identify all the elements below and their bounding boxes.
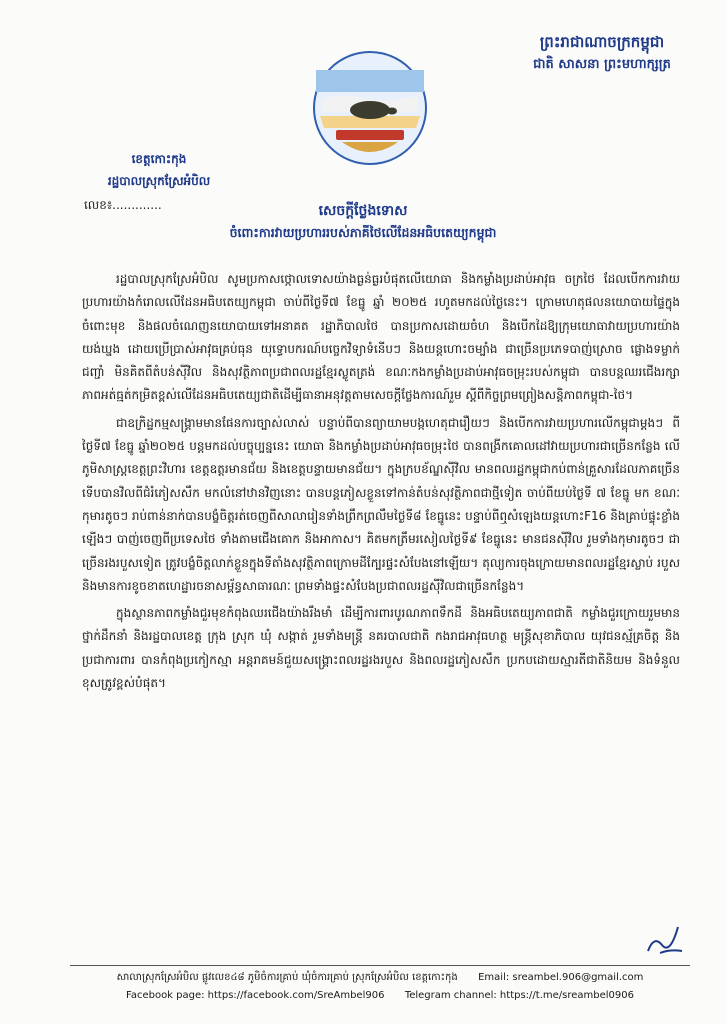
title-line-1: សេចក្តីថ្លែងទោស [318,203,408,219]
footer [70,965,690,1005]
national-header [502,30,702,76]
statement-body [82,268,680,699]
signature-mark [640,915,688,963]
turtle-icon [350,101,390,119]
paragraph: ក្នុងស្ថានភាពកម្លាំងជួរមុខកំពុងឈរជើងយ៉ាងរឹងមាំ ដើម្បីការពារបូរណភាពទឹកដី និងអធិបតេយ្យភាពជាតិ កម្លាំងជួរក្រោយរួមមានថ្នាក់ដឹកនាំ និងរដ្ឋបាលខេត្ត ក្រុង ស្រុក ឃុំ សង្កាត់ រួមទាំងមន្ត្រី នគរបាលជាតិ កងរាជអាវុធហត្ថ មន្ត្រីសុខាភិបាល យុវជនស្ម័គ្រចិត្ត និងប្រជាការពារ បានកំពុងប្រកៀកស្មា អន្តរាគមន៍ជួយសង្គ្រោះពលរដ្ឋរងរបួស និងពលរដ្ឋភៀសសឹក ប្រកបដោយស្មារតីជាតិនិយម និងទំនួលខុសត្រូវខ្ពស់បំផុត។ [82,606,680,691]
footer-telegram[interactable]: Telegram channel: https://t.me/sreambel0906 [404,990,634,1001]
sky-band [316,70,424,92]
district-admin-name: រដ្ឋបាលស្រុកស្រែអំបិល [107,174,211,188]
ribbon [336,130,404,140]
document-title [0,200,726,244]
national-motto: ជាតិ សាសនា ព្រះមហាក្សត្រ [533,57,671,72]
document-number: លេខ៖............. [84,198,162,212]
title-line-2: ចំពោះការវាយប្រហាររបស់ភាគីថៃលើដែនអធិបតេយ្យកម្ពុជា [229,225,497,240]
kingdom-title: ព្រះរាជាណាចក្រកម្ពុជា [539,33,665,51]
paragraph: ជាឧក្រិដ្ឋកម្មសង្គ្រាមមានផែនការច្បាស់លាស់ បន្ទាប់ពីបានព្យាយាមបង្កហេតុជារឿយៗ និងបើកការវាយប្រហារលើកម្ពុជាម្តងៗ ពីថ្ងៃទី៧ ខែធ្នូ ឆ្នាំ២០២៥ បន្តមកដល់បច្ចុប្បន្ននេះ យោធា និងកម្លាំងប្រដាប់អាវុធចម្រុះថៃ បានពង្រីកគោលដៅវាយប្រហារជាច្រើនកន្លែង លើភូមិសាស្រ្តខេត្តព្រះវិហារ ខេត្តឧត្តរមានជ័យ និងខេត្តបន្ទាយមានជ័យ។ ក្នុងក្របខ័ណ្ឌស៊ីវិល មានពលរដ្ឋកម្ពុជាកប់ពាន់គ្រួសារដែលភាគច្រើនទើបបានវិលពីជំរំភៀសសឹក មកលំនៅឋានវិញនោះ បានបន្តភៀសខ្លួនទៅកាន់តំបន់សុវត្ថិភាពជាថ្មីទៀត ចាប់ពីយប់ថ្ងៃទី ៧ ខែធ្នូ មក ខណៈកុមារតូចៗ រាប់ពាន់នាក់បានបង្ខំចិត្តរត់ចេញពីសាលារៀនទាំងព្រឹកព្រលឹមថ្ងៃទី៨ ខែធ្នូនេះ បន្ទាប់ពីឮសំឡេងយន្តហោះF16 និងគ្រាប់ផ្ទុះខ្លាំងឡើងៗ បាញ់ចេញពីប្រទេសថៃ ទាំងតាមជើងគោក និងអាកាស។ គិតមកត្រឹមរសៀលថ្ងៃទី៩ ខែធ្នូនេះ មានជនស៊ីវិល រួមទាំងកុមារតូចៗ ជាច្រើនរងរបួសទៀត ត្រូវបង្ខំចិត្តលាក់ខ្លួនក្នុងទីតាំងសុវត្ថិភាពក្រោមដីក្បែរផ្ទះសំបែងនៅឡើយ។ តុល្យការចុងក្រោយមានពលរដ្ឋខ្មែរស្លាប់ របួស និងមានការខូចខាតហេដ្ឋារចនាសម្ព័ន្ធសាធារណៈ ព្រមទាំងផ្ទះសំបែងប្រជាពលរដ្ឋស៊ីវិលជាច្រើនកន្លែង។ [82,415,680,593]
paragraph: រដ្ឋបាលស្រុកស្រែអំបិល សូមប្រកាសថ្កោលទោសយ៉ាងធ្ងន់ធ្ងរបំផុតលើយោធា និងកម្លាំងប្រដាប់អាវុធ ចក្រថៃ ដែលបើកការវាយប្រហារយ៉ាងកំរោលលើដែនអធិបតេយ្យកម្ពុជា ចាប់ពីថ្ងៃទី៧ ខែធ្នូ ឆ្នាំ ២០២៥ រហូតមកដល់ថ្ងៃនេះ។ ក្រោមហេតុផលនយោបាយផ្ទៃក្នុងចំពោះមុខ និងផលចំណេញនយោបាយទៅអនាគត រដ្ឋាភិបាលថៃ បានប្រកាសដោយចំហ និងបើកដៃឱ្យក្រុមយោធាវាយប្រហារយ៉ាងយង់ឃ្នង ដោយប្រើប្រាស់អាវុធគ្រប់ធុន យុទ្ធោបករណ៍បច្ចេកវិទ្យាទំនើបៗ និងយន្តហោះចម្បាំង ជាច្រើនប្រភេទបាញ់ស្រោច ផ្លោងទម្លាក់ ជញ្ជាំ មិនគិតពីតំបន់ស៊ីវិល និងសុវត្ថិភាពប្រជាពលរដ្ឋខ្មែរស្លូតត្រង់ ខណៈកងកម្លាំងប្រដាប់អាវុធចម្រុះរបស់កម្ពុជា បានបន្តឈរជើងរក្សាភាពអត់ធ្មត់កម្រិតខ្ពស់លើដែនអធិបតេយ្យជាតិដើម្បីធានាអនុវត្តតាមសេចក្តីថ្លែងការណ៍រួម ស្តីពីកិច្ចព្រមព្រៀងសន្តិភាពកម្ពុជា-ថៃ។ [82,272,680,403]
footer-email[interactable]: Email: sreambel.906@gmail.com [478,972,644,983]
footer-address: សាលាស្រុកស្រែអំបិល ផ្លូវលេខ៤៨ ភូមិចំការគ្រាប់ ឃុំចំការគ្រាប់ ស្រុកស្រែអំបិល ខេត្តកោះកុង [116,972,458,983]
district-logo [312,50,428,166]
province-name: ខេត្តកោះកុង [131,152,187,166]
footer-facebook[interactable]: Facebook page: https://facebook.com/SreAmbel906 [125,990,385,1001]
